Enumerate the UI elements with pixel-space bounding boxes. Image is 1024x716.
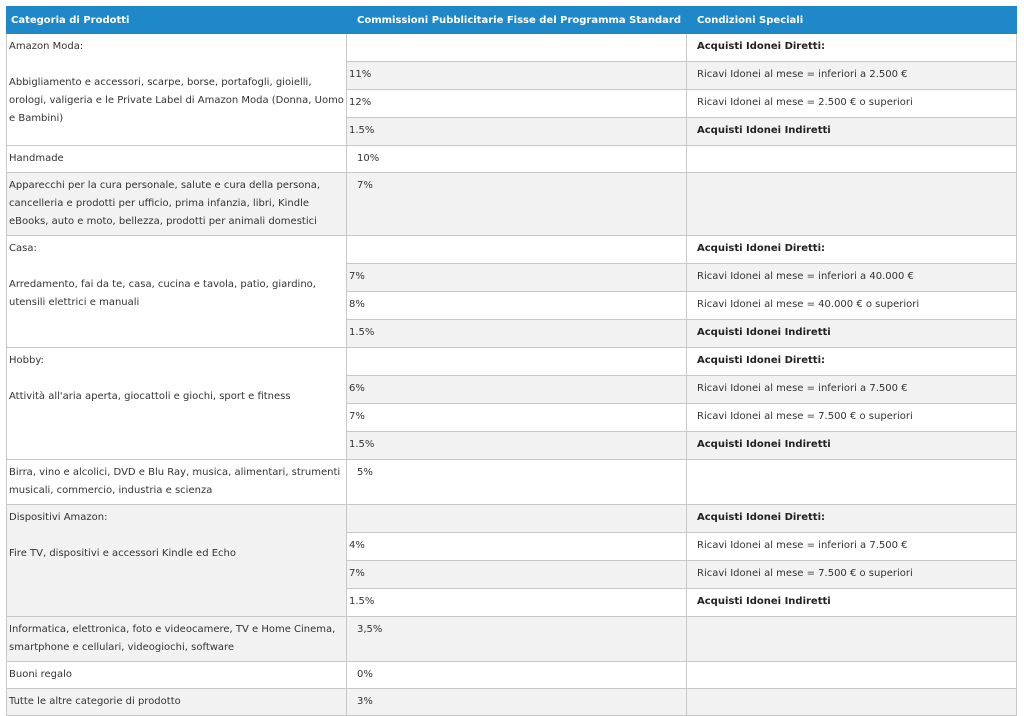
rate-cell — [347, 236, 687, 264]
rate-cell: 7% — [347, 561, 687, 589]
rate-cell: 7% — [347, 404, 687, 432]
rate-cell — [347, 505, 687, 533]
rate-cell: 6% — [347, 376, 687, 404]
header-conditions: Condizioni Speciali — [687, 7, 1017, 34]
condition-cell — [687, 689, 1017, 716]
rate-cell: 5% — [347, 460, 687, 505]
table-row — [7, 173, 1017, 236]
table-row — [7, 505, 1017, 533]
category-cell: Handmade — [7, 146, 347, 173]
header-row — [7, 7, 1017, 34]
rate-cell: 0% — [347, 662, 687, 689]
condition-cell — [687, 173, 1017, 236]
condition-cell: Acquisti Idonei Indiretti — [687, 118, 1017, 146]
condition-cell: Acquisti Idonei Diretti: — [687, 236, 1017, 264]
condition-cell: Ricavi Idonei al mese = inferiori a 7.500 € — [687, 533, 1017, 561]
category-cell: Buoni regalo — [7, 662, 347, 689]
table-row — [7, 460, 1017, 505]
condition-cell: Ricavi Idonei al mese = 7.500 € o superiori — [687, 561, 1017, 589]
table-row — [7, 689, 1017, 716]
rate-cell: 8% — [347, 292, 687, 320]
category-cell: Dispositivi Amazon: Fire TV, dispositivi e accessori Kindle ed Echo — [7, 505, 347, 617]
condition-cell: Acquisti Idonei Diretti: — [687, 505, 1017, 533]
condition-cell: Acquisti Idonei Indiretti — [687, 589, 1017, 617]
category-cell: Tutte le altre categorie di prodotto — [7, 689, 347, 716]
header-commission: Commissioni Pubblicitarie Fisse del Programma Standard — [347, 7, 687, 34]
condition-cell: Ricavi Idonei al mese = 40.000 € o superiori — [687, 292, 1017, 320]
condition-cell — [687, 662, 1017, 689]
header-category: Categoria di Prodotti — [7, 7, 347, 34]
rate-cell: 4% — [347, 533, 687, 561]
table-row — [7, 146, 1017, 173]
category-cell: Apparecchi per la cura personale, salute e cura della persona, cancelleria e prodotti per ufficio, prima infanzia, libri, Kindle eBooks, auto e moto, bellezza, prodotti per animali domestici — [7, 173, 347, 236]
rate-cell: 3% — [347, 689, 687, 716]
condition-cell: Ricavi Idonei al mese = 7.500 € o superiori — [687, 404, 1017, 432]
rate-cell: 3,5% — [347, 617, 687, 662]
rate-cell — [347, 34, 687, 62]
rate-cell: 1.5% — [347, 118, 687, 146]
table-row — [7, 662, 1017, 689]
rate-cell: 1.5% — [347, 589, 687, 617]
condition-cell: Acquisti Idonei Indiretti — [687, 432, 1017, 460]
category-cell: Birra, vino e alcolici, DVD e Blu Ray, musica, alimentari, strumenti musicali, commercio, industria e scienza — [7, 460, 347, 505]
condition-cell: Ricavi Idonei al mese = inferiori a 2.500 € — [687, 62, 1017, 90]
category-cell: Hobby: Attività all'aria aperta, giocattoli e giochi, sport e fitness — [7, 348, 347, 460]
rate-cell — [347, 348, 687, 376]
rate-cell: 1.5% — [347, 432, 687, 460]
condition-cell: Acquisti Idonei Indiretti — [687, 320, 1017, 348]
condition-cell — [687, 460, 1017, 505]
table-row — [7, 34, 1017, 62]
condition-cell: Ricavi Idonei al mese = inferiori a 40.000 € — [687, 264, 1017, 292]
condition-cell: Acquisti Idonei Diretti: — [687, 348, 1017, 376]
rate-cell: 10% — [347, 146, 687, 173]
table-body — [7, 34, 1017, 716]
condition-cell — [687, 146, 1017, 173]
condition-cell: Ricavi Idonei al mese = inferiori a 7.500 € — [687, 376, 1017, 404]
category-cell: Informatica, elettronica, foto e videocamere, TV e Home Cinema, smartphone e cellulari, videogiochi, software — [7, 617, 347, 662]
category-cell: Casa: Arredamento, fai da te, casa, cucina e tavola, patio, giardino, utensili elettrici e manuali — [7, 236, 347, 348]
rate-cell: 1.5% — [347, 320, 687, 348]
condition-cell: Acquisti Idonei Diretti: — [687, 34, 1017, 62]
condition-cell — [687, 617, 1017, 662]
commission-table — [6, 6, 1017, 716]
rate-cell: 7% — [347, 264, 687, 292]
rate-cell: 12% — [347, 90, 687, 118]
rate-cell: 7% — [347, 173, 687, 236]
condition-cell: Ricavi Idonei al mese = 2.500 € o superiori — [687, 90, 1017, 118]
table-row — [7, 236, 1017, 264]
category-cell: Amazon Moda: Abbigliamento e accessori, scarpe, borse, portafogli, gioielli, orologi, valigeria e le Private Label di Amazon Moda (Donna, Uomo e Bambini) — [7, 34, 347, 146]
table-row — [7, 617, 1017, 662]
rate-cell: 11% — [347, 62, 687, 90]
table-row — [7, 348, 1017, 376]
